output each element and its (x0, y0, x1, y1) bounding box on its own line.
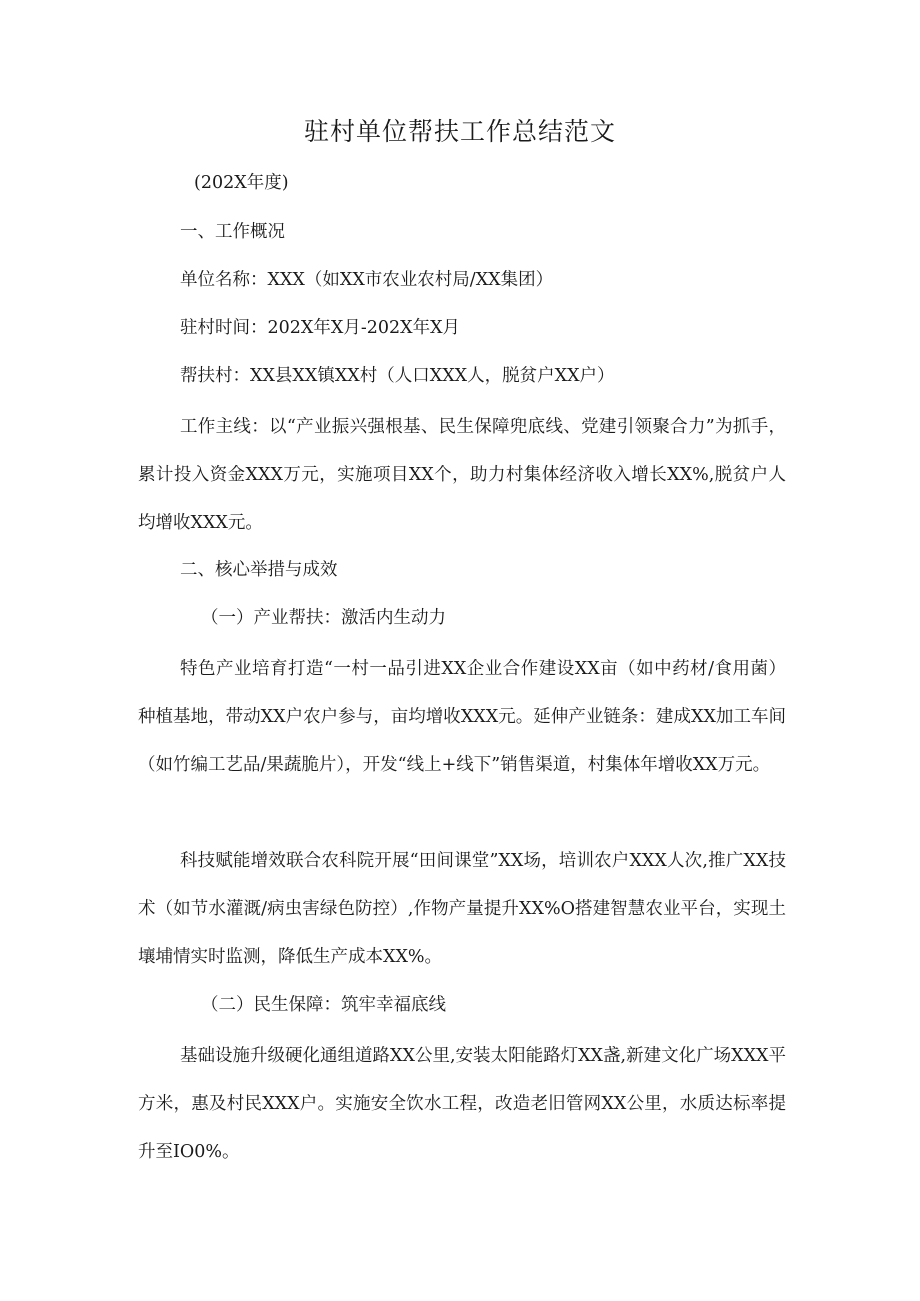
subsection-heading-industry: （一）产业帮扶：激活内生动力 (201, 608, 446, 628)
section-heading-overview: 一、工作概况 (180, 222, 285, 242)
main-line-paragraph: 工作主线：以“产业振兴强根基、民生保障兜底线、党建引领聚合力”为抓手，累计投入资金XXX万元，实施项目XX个，助力村集体经济收入增长XX%,脱贫户人均增收XXX元。 (138, 417, 786, 533)
section-heading-measures: 二、核心举措与成效 (180, 560, 338, 580)
technology-paragraph: 科技赋能增效联合农科院开展“田间课堂”XX场，培训农户XXX人次,推广XX技术（如节水灌溉/病虫害绿色防控）,作物产量提升XX%O搭建智慧农业平台，实现土壤埔情实时监测，降低生产成本XX%。 (138, 851, 786, 967)
year-note: (202X年度) (194, 173, 289, 193)
subsection-heading-livelihood: （二）民生保障：筑牢幸福底线 (201, 995, 446, 1015)
industry-paragraph: 特色产业培育打造“一村一品引进XX企业合作建设XX亩（如中药材/食用菌）种植基地，带动XX户农户参与，亩均增收XXX元。延伸产业链条：建成XX加工车间（如竹编工艺品/果蔬脆片），开发“线上+线下”销售渠道，村集体年增收XX万元。 (138, 659, 786, 775)
village-line: 帮扶村：XX县XX镇XX村（人口XXX人，脱贫户XX户） (180, 366, 615, 386)
document-title: 驻村单位帮扶工作总结范文 (303, 117, 616, 146)
stay-time-line: 驻村时间：202X年X月-202X年X月 (180, 318, 461, 338)
unit-name-line: 单位名称：XXX（如XX市农业农村局/XX集团） (180, 270, 554, 290)
infrastructure-paragraph: 基础设施升级硬化通组道路XX公里,安装太阳能路灯XX盏,新建文化广场XXX平方米，惠及村民XXX户。实施安全饮水工程，改造老旧管网XX公里，水质达标率提升至IO0%。 (138, 1046, 786, 1162)
